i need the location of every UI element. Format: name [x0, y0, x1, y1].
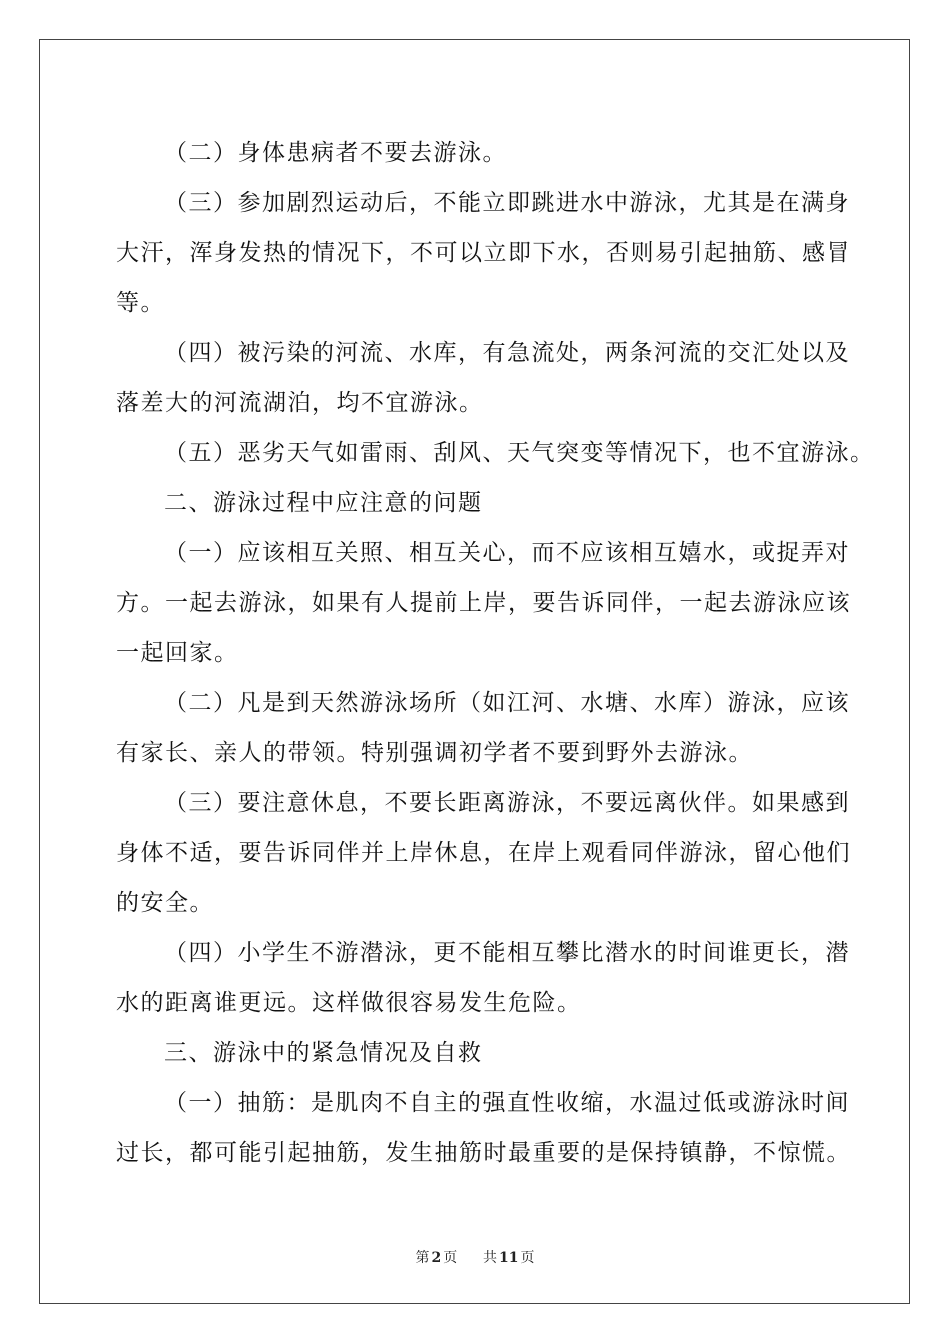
text-line: （一）抽筋：是肌肉不自主的强直性收缩，水温过低或游泳时间 — [164, 1090, 850, 1116]
text-line: 过长，都可能引起抽筋，发生抽筋时最重要的是保持镇静，不惊慌。 — [116, 1140, 851, 1166]
body-text — [116, 128, 875, 1178]
page-prefix: 第 — [415, 1250, 430, 1266]
text-line: （一）应该相互关照、相互关心，而不应该相互嬉水，或捉弄对 — [164, 540, 850, 566]
text-line: （四）被污染的河流、水库，有急流处，两条河流的交汇处以及 — [164, 340, 850, 366]
page-unit: 页 — [443, 1250, 458, 1266]
text-line: 的安全。 — [116, 890, 214, 916]
current-page: 2 — [431, 1250, 442, 1266]
text-line: （五）恶劣天气如雷雨、刮风、天气突变等情况下，也不宜游泳。 — [164, 440, 875, 466]
text-line: （二）凡是到天然游泳场所（如江河、水塘、水库）游泳，应该 — [164, 690, 850, 716]
text-line: 一起回家。 — [116, 640, 239, 666]
text-line: （三）要注意休息，不要长距离游泳，不要远离伙伴。如果感到 — [164, 790, 850, 816]
text-line: 身体不适，要告诉同伴并上岸休息，在岸上观看同伴游泳，留心他们 — [116, 840, 851, 866]
page-total — [481, 1250, 536, 1266]
total-unit: 页 — [520, 1250, 535, 1266]
text-line: 落差大的河流湖泊，均不宜游泳。 — [116, 390, 484, 416]
text-line: （四）小学生不游潜泳，更不能相互攀比潜水的时间谁更长，潜 — [164, 940, 850, 966]
text-line: 二、游泳过程中应注意的问题 — [164, 490, 483, 516]
document-body — [116, 128, 875, 1178]
page-footer — [0, 1247, 950, 1267]
text-line: 方。一起去游泳，如果有人提前上岸，要告诉同伴，一起去游泳应该 — [116, 590, 851, 616]
page-number — [413, 1250, 459, 1266]
total-pages: 11 — [499, 1250, 519, 1266]
text-line: （三）参加剧烈运动后，不能立即跳进水中游泳，尤其是在满身 — [164, 190, 850, 216]
text-line: 三、游泳中的紧急情况及自救 — [164, 1040, 483, 1066]
text-line: （二）身体患病者不要去游泳。 — [164, 140, 507, 166]
text-line: 等。 — [116, 290, 165, 316]
text-line: 大汗，浑身发热的情况下，不可以立即下水，否则易引起抽筋、感冒 — [116, 240, 851, 266]
total-prefix: 共 — [483, 1250, 498, 1266]
text-line: 有家长、亲人的带领。特别强调初学者不要到野外去游泳。 — [116, 740, 753, 766]
text-line: 水的距离谁更远。这样做很容易发生危险。 — [116, 990, 582, 1016]
